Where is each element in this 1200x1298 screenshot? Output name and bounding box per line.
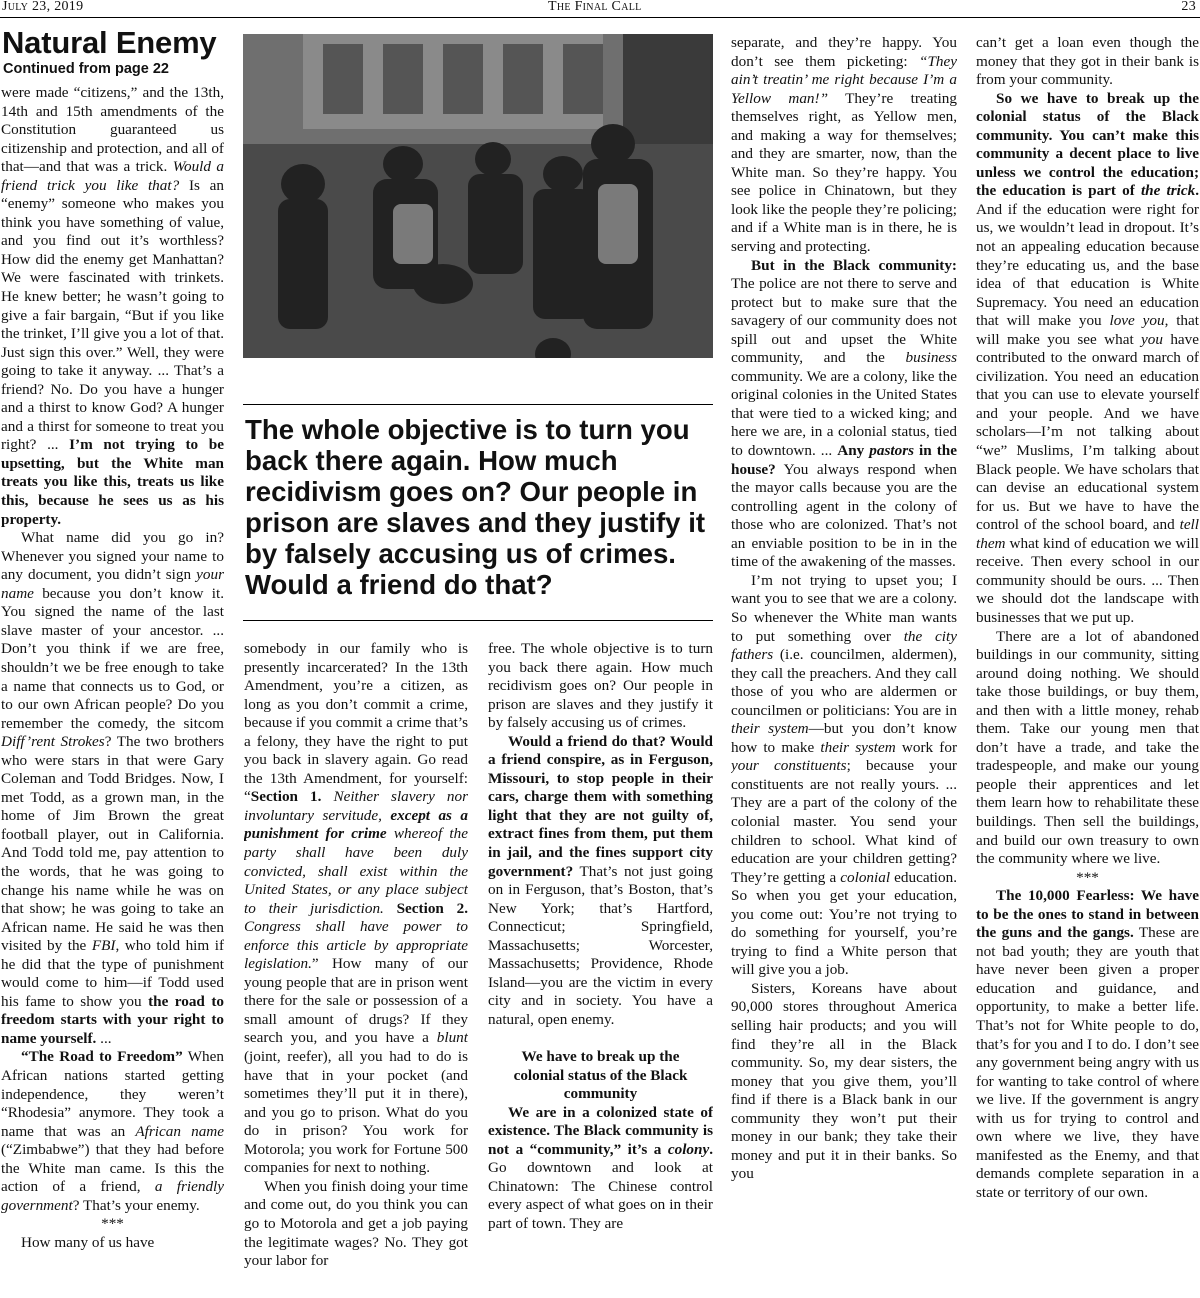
section-subhead: We have to break up the colonial status of the Black community xyxy=(513,1048,688,1103)
pull-quote-top-rule xyxy=(243,404,713,405)
historical-photo xyxy=(243,34,713,358)
header-rule xyxy=(0,17,1200,18)
article-column-4: separate, and they’re happy. You don’t see them picketing: “They ain’t treatin’ me right because I’m a Yellow man!” They’re treating themselves right, as Yellow men, and making a way for themselves; and they are smarter, now, than the White man. So they’re happy. You see police in Chinatown, but they look like the people they’re policing; and if a White man is in there, he is serving and protecting. But in the Black community: The police are not there to serve and protect but to make sure that the savagery of our community does not spill out and upset the White community, and the business community. We are a colony, like the original colonies in the United States that were tied to a wicked king; and here we are, in a colonial status, tied to downtown. ... Any pastors in the house? You always respond when the mayor calls because you are the controlling agent in the colony of those who are colonized. That’s not an enviable position to be in in the time of the awakening of the masses. I’m not trying to upset you; I want you to see that we are a colony. So whenever the White man wants to put something over the city fathers (i.e. councilmen, aldermen), they call the preachers. And they call those of you who are aldermen or councilmen or politicians: You are in their system—but you don’t know how to make their system work for your constituents; because your constituents are not really yours. ... They are a part of the colony of the colonial master. You send your children to school. What kind of education are your children getting? They’re getting a colonial education. So when you get your education, you come out: You’re not trying to do something for yourself, you’re trying to find a White person that will give you a job. Sisters, Koreans have about 90,000 stores throughout America selling hair products; and you will find they’re all in the Black community. So, my dear sisters, the money that you give them, you’ll find if there is a Black bank in our community they won’t put their money in our bank; they take their money and put it in their banks. So you xyxy=(731,34,957,1183)
article-title: Natural Enemy xyxy=(2,25,217,60)
article-column-5: can’t get a loan even though the money that they got in their bank is from your community. So we have to break up the colonial status of the Black community. You can’t make this community a decent place to live unless we control the education; the education is part of the trick. And if the education were right for us, we wouldn’t lead in dropout. It’s not an appealing education because they’re educating us, and the base idea of that education is White Supremacy. You need an education that will make you love you, that will make you see what you have contributed to the onward march of civilization. You need an education that you can use to elevate yourself and your people. And we have scholars—I’m not talking about “we” Muslims, I’m talking about Black people. We have scholars that can devise an educational system for us. But we have to have the control of the school board, and tell them what kind of education we will receive. Then every school in our community should be ours. ... Then we should dot the landscape with businesses that we put up. There are a lot of abandoned buildings in our community, sitting around doing nothing. We should take those buildings, or buy them, and then with a little money, rehab them. Take our young men that don’t have a trade, and take the tradespeople, and make our young people their apprentices and let them learn how to rehabilitate these buildings. Then sell the buildings, and build our own treasury to own the community where we live. *** The 10,000 Fearless: We have to be the ones to stand in between the guns and the gangs. These are not bad youth; they are youth that have never been given a proper education and guidance, and opportunity, to make a better life. That’s not for White people to do, that’s for you and I to do. I don’t see any government being angry with us for wanting to take control of where we live. If the government is angry with us for trying to control and own where we live, they have manifested as the Enemy, and that demands complete separation in a state or territory of our own. xyxy=(976,34,1199,1201)
pull-quote-bottom-rule xyxy=(243,620,713,621)
article-column-2: somebody in our family who is presently incarcerated? In the 13th Amendment, you’re a citizen, as long as you don’t commit a crime, because if you commit a crime that’s a felony, they have the right to put you back in slavery again. Go read the 13th Amendment, for yourself: “Section 1. Neither slavery nor involuntary servitude, except as a punishment for crime whereof the party shall have been duly convicted, shall exist within the United States, or any place subject to their jurisdiction. Section 2. Congress shall have power to enforce this article by appropriate legislation.” How many of our young people that are in prison went there for the sale or possession of a small amount of drugs? If they search you, and you have a blunt (joint, reefer), all you had to do is have that in your pocket (and sometimes they’ll put it in there), and you go to prison. What do you do in prison? You work for Motorola; you work for Fortune 500 companies for next to nothing. When you finish doing your time and come out, do you think you can go to Motorola and get a job paying the legitimate wages? No. They got your labor for xyxy=(244,640,468,1270)
separator-stars: *** xyxy=(1076,868,1099,886)
article-column-3: free. The whole objective is to turn you back there again. How much recidivism goes on? Our people in prison are slaves and they justify it by falsely accusing us of crimes. Would a friend do that? Would a friend conspire, as in Ferguson, Missouri, to stop people in their cars, charge them with something light that they are not guilty of, extract fines from them, put them in jail, and the fines support city government? That’s not just going on in Ferguson, that’s Boston, that’s New York; that’s Hartford, Connecticut; Springfield, Massachusetts; Worcester, Massachusetts; Providence, Rhode Island—you are the victim in every city and in society. You have a natural, open enemy. We have to break up the colonial status of the Black community We are in a colonized state of existence. The Black community is not a “community,” it’s a colony. Go downtown and look at Chinatown: The Chinese control every aspect of what goes on in their part of town. They are xyxy=(488,640,713,1232)
photo-illustration-icon xyxy=(243,34,713,358)
continued-line: Continued from page 22 xyxy=(3,61,169,77)
page-header xyxy=(0,0,1200,17)
pull-quote: The whole objective is to turn you back there again. How much recidivism goes on? Our people in prison are slaves and they justify it by falsely accusing us of crimes. Would a friend do that? xyxy=(245,414,706,600)
page-number: 23 xyxy=(1181,0,1196,14)
issue-date: July 23, 2019 xyxy=(2,0,84,14)
article-column-1: were made “citizens,” and the 13th, 14th and 15th amendments of the Constitution guaranteed us citizenship and protection, and all of that—and that was a trick. Would a friend trick you like that? Is an “enemy” someone who makes you think you have something of value, and you find out it’s worthless? How did the enemy get Manhattan? We were fascinated with trinkets. He knew better; he wasn’t going to give a fair bargain, “But if you like the trinket, I’ll give you a lot of that. Just sign this over.” Well, they were going to take it anyway. ... That’s a friend? No. Do you have a hunger and a thirst to know God? A hunger and a thirst for someone to treat you right? ... I’m not trying to be upsetting, but the White man treats you like this, treats us like this, because he sees us as his property. What name did you go in? Whenever you signed your name to any document, you didn’t sign your name because you don’t know it. You signed the name of the last slave master of your ancestor. ... Don’t you think if we are free, shouldn’t we be free enough to take a name that connects us to God, or to our own African people? Do you remember the comedy, the sitcom Diff’rent Strokes? The two brothers who were stars in that were Gary Coleman and Todd Bridges. Now, I met Todd, as a grown man, in the home of Jim Brown the great football player, out in California. And Todd told me, pay attention to the words, that he was going to change his name while he was on that show; he was going to take an African name. He said he was then visited by the FBI, who told him if he did that the type of punishment would come to him—if Todd used his fame to show you the road to freedom starts with your right to name yourself. ... “The Road to Freedom” When African nations started getting independence, they weren’t “Rhodesia” anymore. They took a name that was an African name (“Zimbabwe”) that they had before the White man came. Is this the action of a friend, a friendly government? That’s your enemy. *** How many of us have xyxy=(1,84,224,1251)
newspaper-name: The Final Call xyxy=(548,0,642,14)
